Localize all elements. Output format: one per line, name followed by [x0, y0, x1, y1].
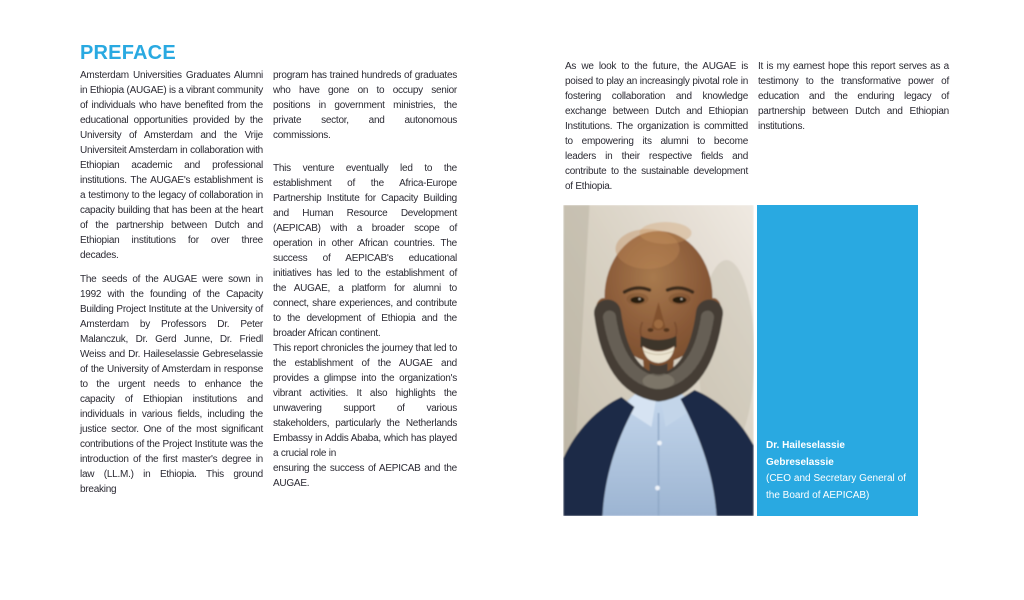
- paragraph: program has trained hundreds of graduates who have gone on to occupy senior positions in government ministries, the private sector, and autonomous commissions.: [273, 70, 457, 141]
- paragraph: ensuring the success of AEPICAB and the AUGAE.: [273, 463, 457, 489]
- paragraph: It is my earnest hope this report serves as a testimony to the transformative power of education and the enduring legacy of partnership between Dutch and Ethiopian institutions.: [758, 61, 949, 132]
- caption-box: [757, 205, 918, 516]
- text-column-2: [273, 68, 457, 491]
- paragraph: The seeds of the AUGAE were sown in 1992 with the founding of the Capacity Building Project Institute at the University of Amsterdam by Professors Dr. Peter Malanczuk, Dr. Gerd Junne, Dr. Friedl Weiss and Dr. Haileselassie Gebreselassie of the University of Amsterdam in response to the urgent needs to enhance the capacity of Ethiopian institutions and individuals in various fields, including the justice sector. One of the most significant contributions of the Project Institute was the introduction of the first master's degree in law (LL.M.) in Ethiopia. This ground breaking: [80, 274, 263, 495]
- text-column-3: [565, 59, 748, 194]
- paragraph: As we look to the future, the AUGAE is poised to play an increasingly pivotal role in fostering collaboration and knowledge exchange between Dutch and Ethiopian Institutions. The organization is committed to empowering its alumni to become leaders in their respective fields and contribute to the sustainable development of Ethiopia.: [565, 61, 748, 192]
- paragraph: Amsterdam Universities Graduates Alumni in Ethiopia (AUGAE) is a vibrant community of individuals who have benefited from the educational opportunities provided by the University of Amsterdam and the Vrije Universiteit Amsterdam in collaboration with Ethiopian academic and professional institutions. The AUGAE's establishment is a testimony to the legacy of collaboration in capacity building that has been at the heart of the partnership between Dutch and Ethiopian institutions for over three decades.: [80, 70, 263, 261]
- paragraph: This venture eventually led to the establishment of the Africa-Europe Partnership Institute for Capacity Building and Human Resource Development (AEPICAB) with a broader scope of operation in other African countries. The success of AEPICAB's educational initiatives has led to the establishment of the AUGAE, a platform for alumni to connect, share experiences, and contribute to the development of Ethiopia and the broader African continent.: [273, 163, 457, 339]
- paragraph: This report chronicles the journey that led to the establishment of the AUGAE and provides a glimpse into the organization's vibrant activities. It also highlights the unwavering support of various stakeholders, particularly the Netherlands Embassy in Addis Ababa, which has played a crucial role in: [273, 343, 457, 459]
- caption-name: Dr. Haileselassie Gebreselassie: [766, 440, 845, 468]
- caption-role: (CEO and Secretary General of the Board of AEPICAB): [766, 473, 906, 501]
- text-column-1: [80, 68, 263, 497]
- text-column-4: [758, 59, 949, 134]
- page-title: PREFACE: [80, 42, 176, 64]
- portrait-photo: [563, 205, 754, 516]
